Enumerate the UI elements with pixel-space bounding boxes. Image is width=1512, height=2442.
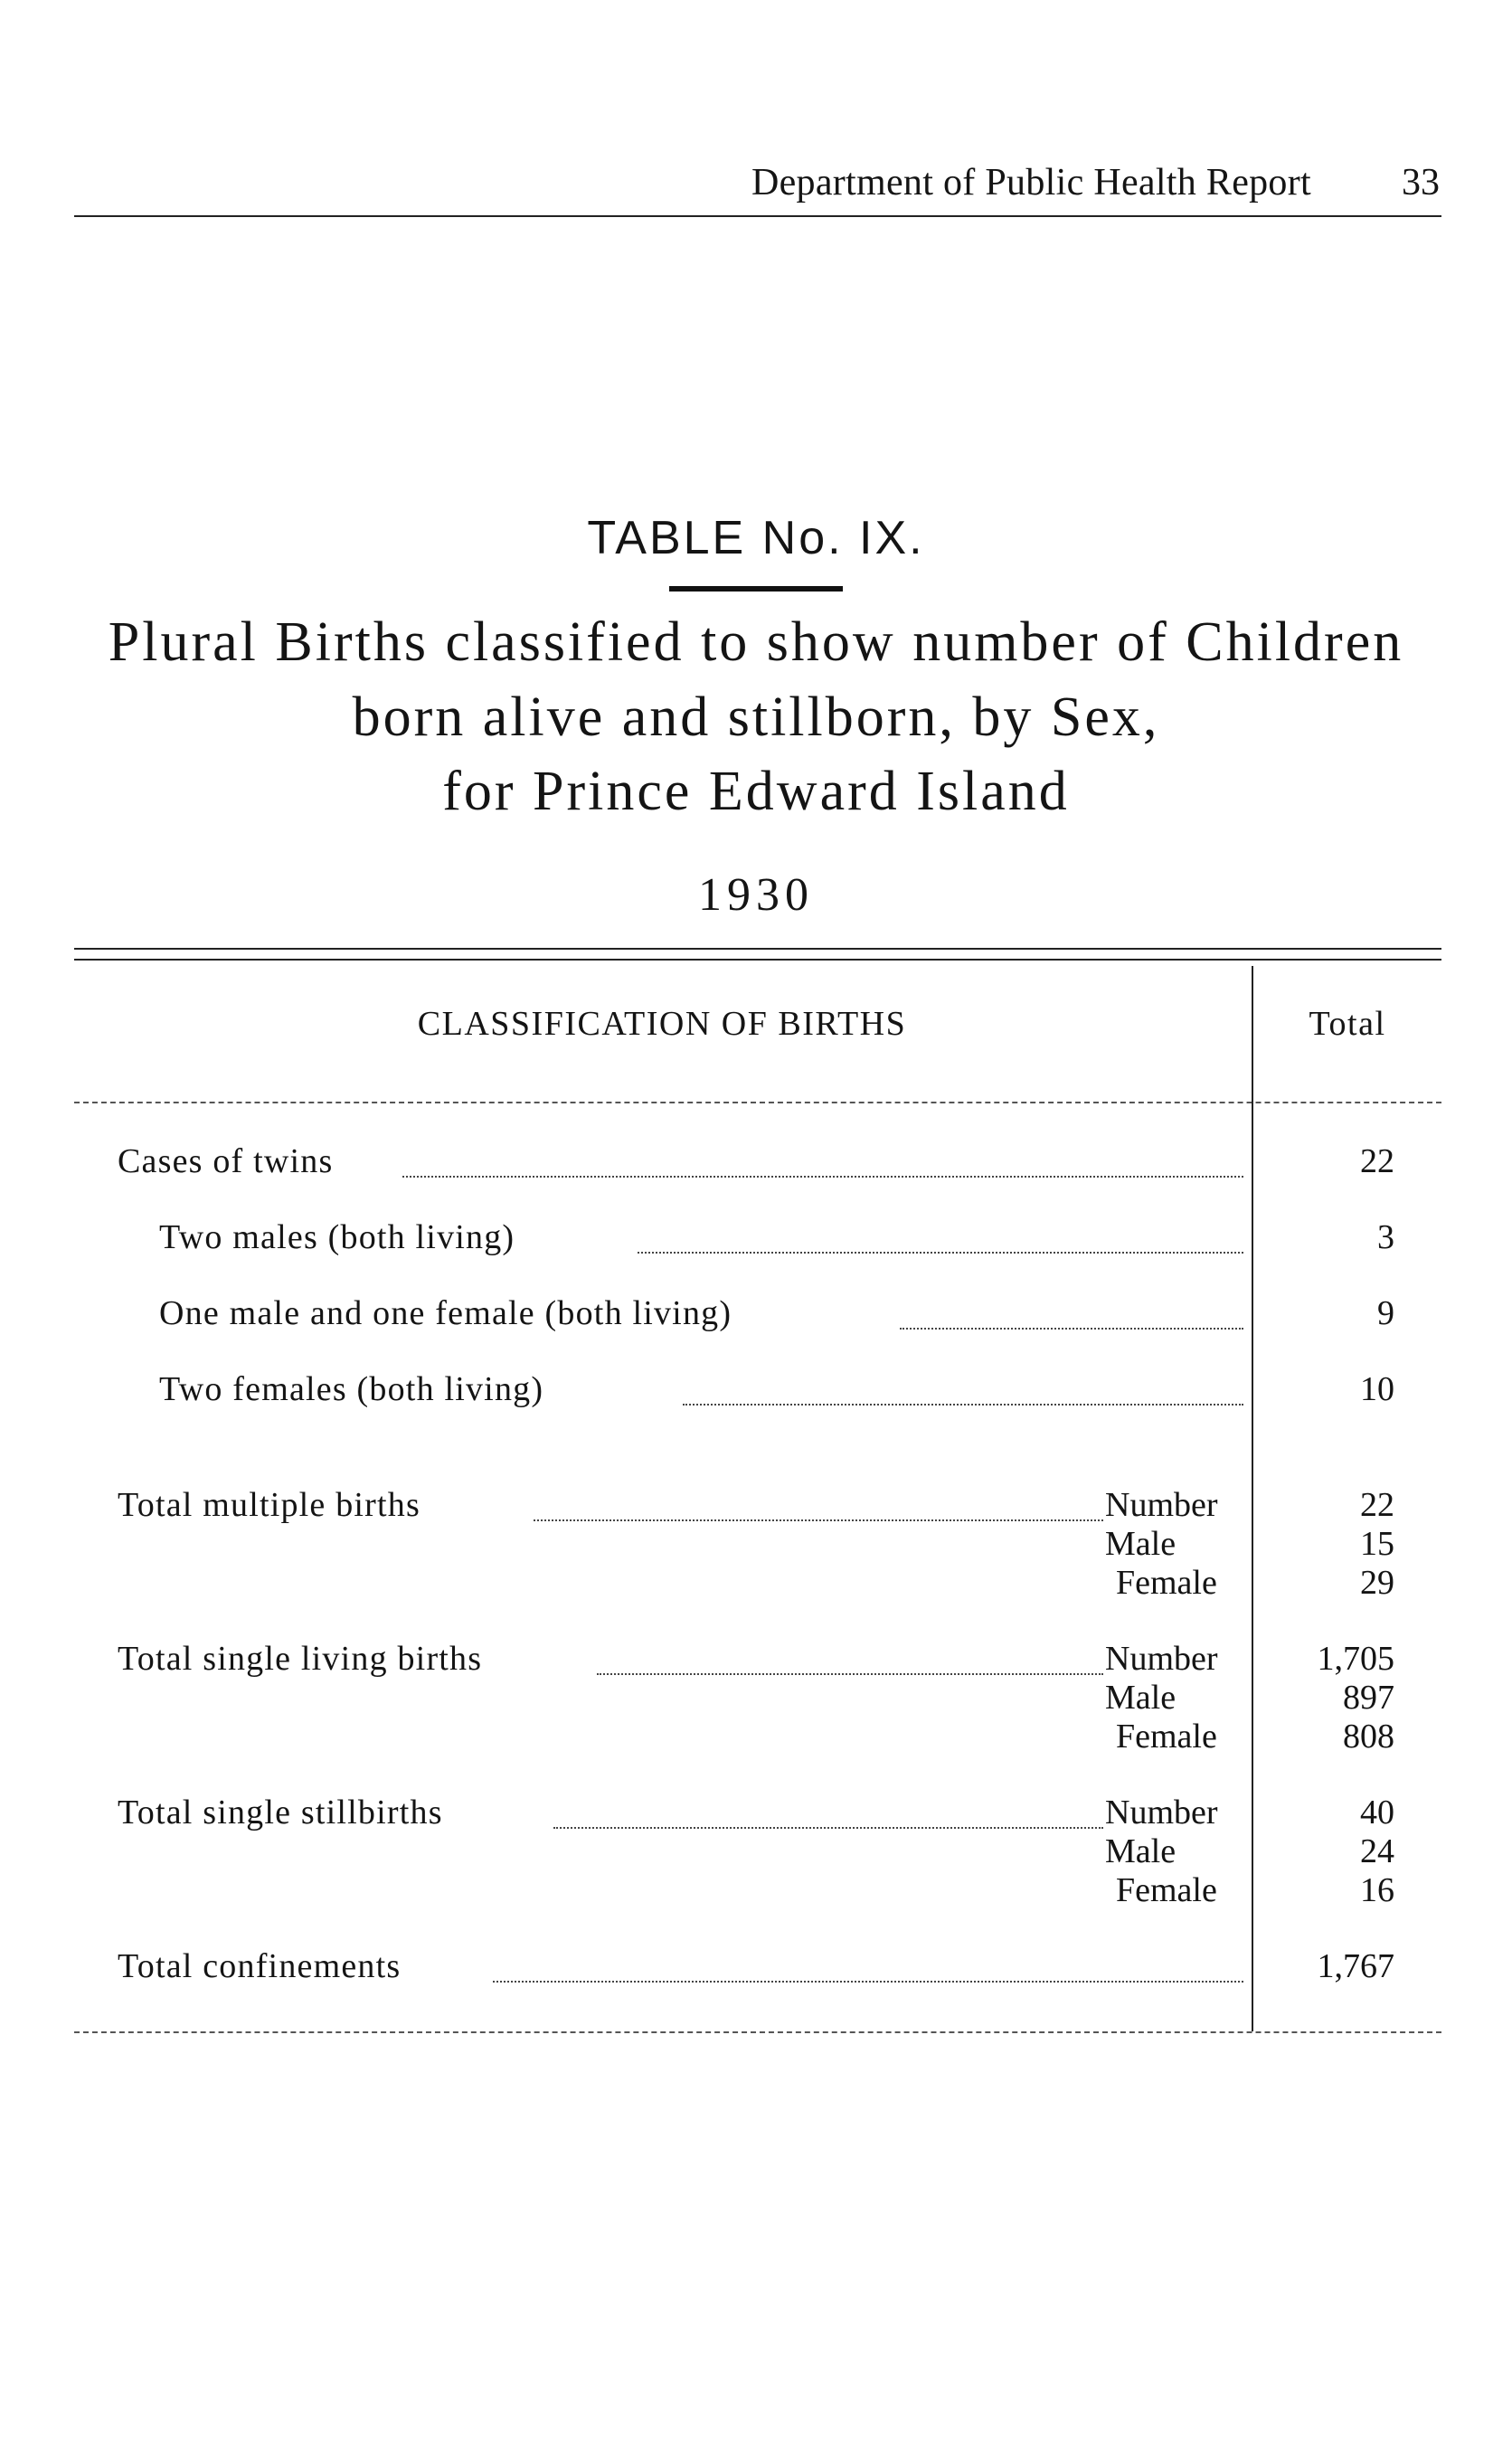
value-multiple-number: 22 <box>1360 1486 1394 1524</box>
leader-dots <box>597 1673 1103 1675</box>
running-header-title: Department of Public Health Report <box>751 162 1311 204</box>
sub-label-female: Female <box>1116 1718 1217 1756</box>
sub-label-female: Female <box>1116 1871 1217 1909</box>
row-label-total-confinements: Total confinements <box>118 1947 402 1985</box>
value-multiple-male: 15 <box>1360 1525 1394 1563</box>
row-value-cases-of-twins: 22 <box>1360 1142 1394 1180</box>
row-label-male-and-female: One male and one female (both living) <box>159 1294 732 1332</box>
row-value-two-males: 3 <box>1377 1218 1394 1256</box>
table-year: 1930 <box>698 869 814 921</box>
row-label-total-single-living-births: Total single living births <box>118 1640 483 1678</box>
row-value-total-confinements: 1,767 <box>1317 1947 1394 1985</box>
table-top-rule <box>74 948 1441 950</box>
sub-label-male: Male <box>1105 1525 1177 1563</box>
leader-dots <box>402 1176 1243 1178</box>
row-label-total-multiple-births: Total multiple births <box>118 1486 421 1524</box>
leader-dots <box>683 1404 1243 1406</box>
leader-dots <box>638 1252 1243 1254</box>
row-label-cases-of-twins: Cases of twins <box>118 1142 334 1180</box>
row-label-two-females: Two females (both living) <box>159 1370 544 1408</box>
table-bottom-rule <box>74 2031 1441 2033</box>
sub-label-number: Number <box>1105 1640 1218 1678</box>
column-header-classification: CLASSIFICATION OF BIRTHS <box>417 1005 907 1043</box>
value-single-living-male: 897 <box>1343 1679 1394 1717</box>
table-title-line-3: for Prince Edward Island <box>442 761 1070 822</box>
row-value-two-females: 10 <box>1360 1370 1394 1408</box>
row-label-two-males: Two males (both living) <box>159 1218 515 1256</box>
sub-label-female: Female <box>1116 1564 1217 1602</box>
header-rule <box>74 215 1441 217</box>
leader-dots <box>553 1827 1103 1829</box>
value-single-living-number: 1,705 <box>1317 1640 1394 1678</box>
row-label-total-single-stillbirths: Total single stillbirths <box>118 1794 443 1832</box>
value-stillbirths-male: 24 <box>1360 1832 1394 1870</box>
table-label-underline <box>669 586 843 592</box>
sub-label-number: Number <box>1105 1794 1218 1832</box>
row-value-male-and-female: 9 <box>1377 1294 1394 1332</box>
value-single-living-female: 808 <box>1343 1718 1394 1756</box>
value-stillbirths-female: 16 <box>1360 1871 1394 1909</box>
value-stillbirths-number: 40 <box>1360 1794 1394 1832</box>
leader-dots <box>493 1981 1243 1983</box>
table-label: TABLE No. IX. <box>587 512 925 564</box>
page-number: 33 <box>1402 162 1440 204</box>
value-multiple-female: 29 <box>1360 1564 1394 1602</box>
table-top-rule-2 <box>74 959 1441 961</box>
leader-dots <box>534 1519 1103 1521</box>
column-header-total: Total <box>1309 1005 1386 1043</box>
leader-dots <box>900 1328 1243 1330</box>
sub-label-number: Number <box>1105 1486 1218 1524</box>
sub-label-male: Male <box>1105 1832 1177 1870</box>
header-bottom-rule <box>74 1102 1441 1103</box>
table-title-line-1: Plural Births classified to show number of Children <box>108 611 1404 673</box>
sub-label-male: Male <box>1105 1679 1177 1717</box>
table-title-line-2: born alive and stillborn, by Sex, <box>352 686 1160 748</box>
